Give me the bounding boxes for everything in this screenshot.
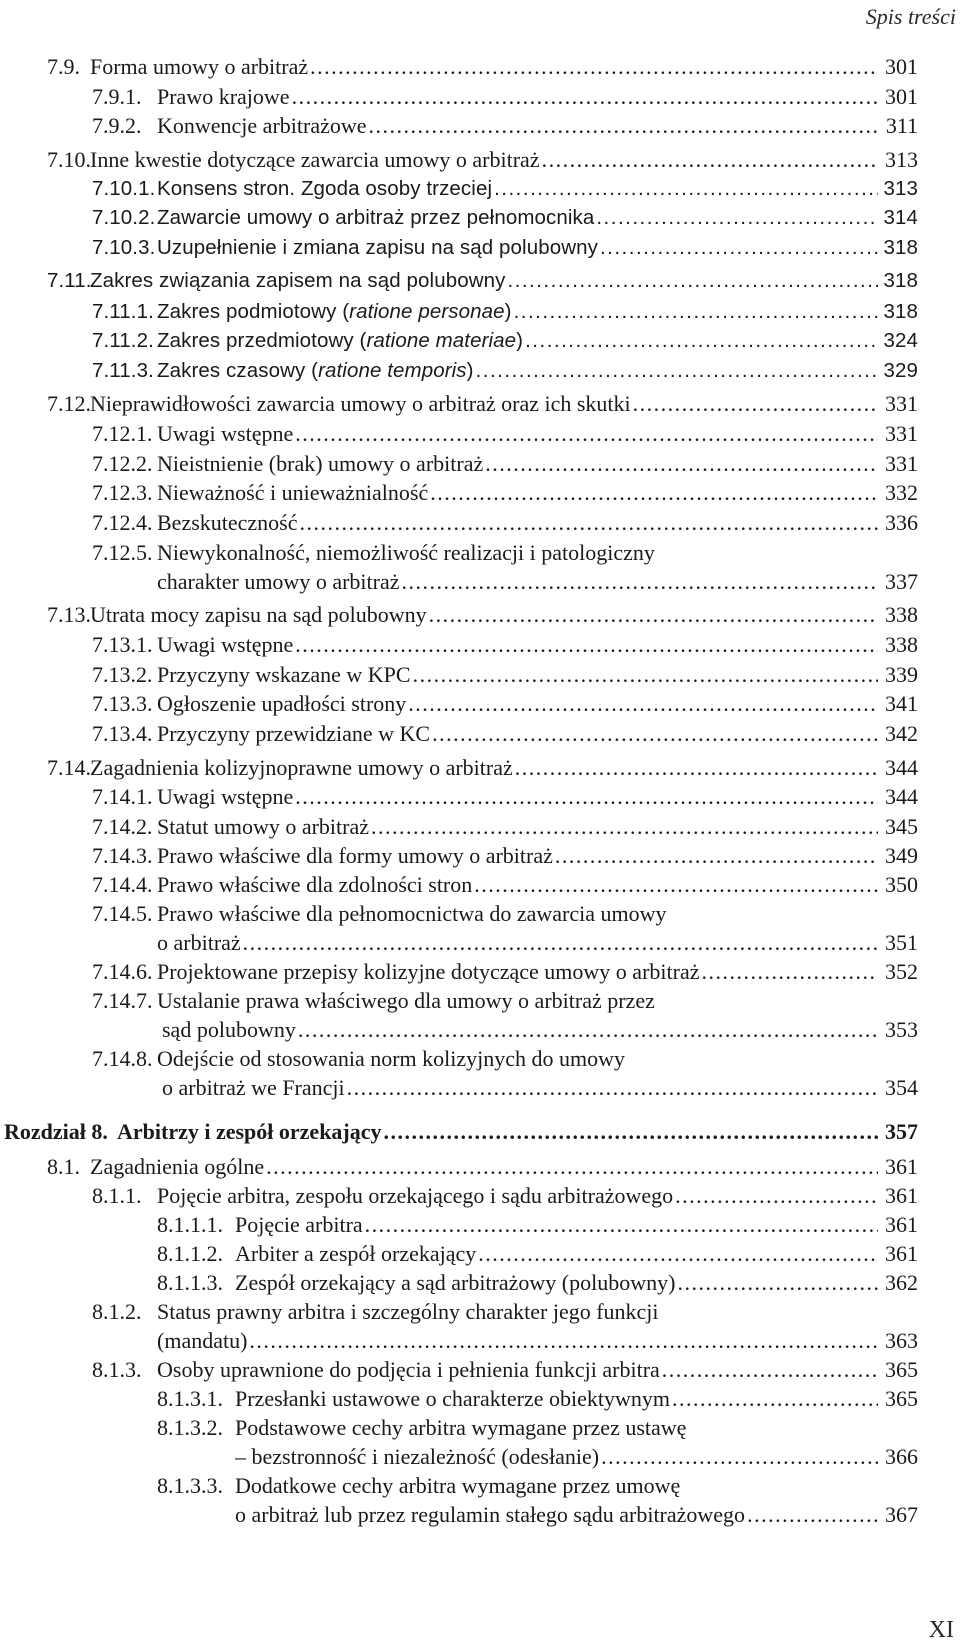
toc-entry	[0, 689, 960, 719]
toc-entry-title: Dodatkowe cechy arbitra wymagane przez umowę	[235, 1473, 681, 1498]
toc-entry-number: 7.14.8.	[92, 1046, 153, 1071]
toc-entry-title: (mandatu)	[157, 1328, 248, 1353]
toc-entry-title: Odejście od stosowania norm kolizyjnych do umowy	[157, 1046, 626, 1071]
page-number: XI	[928, 1617, 954, 1643]
toc-entry-number: 8.1.1.2.	[157, 1241, 223, 1266]
toc-entry-number: 7.14.6.	[92, 959, 153, 984]
toc-entry-number: 7.12.	[47, 391, 91, 416]
toc-entry-title: Osoby uprawnione do podjęcia i pełnienia funkcji arbitra	[157, 1357, 660, 1382]
toc-entry	[0, 233, 960, 263]
toc-entry-title: Niewykonalność, niemożliwość realizacji i patologiczny	[157, 540, 655, 565]
toc-entry-page: 318	[883, 269, 918, 292]
toc-entry-page: 318	[883, 300, 918, 323]
toc-entry	[0, 1471, 960, 1501]
toc-entry-title: Zakres związania zapisem na sąd polubowny	[90, 269, 506, 292]
toc-entry-number: 7.12.5.	[92, 540, 153, 565]
dot-leader	[673, 1181, 878, 1211]
toc-entry-number: 7.10.2.	[92, 206, 156, 229]
toc-entry-title: Utrata mocy zapisu na sąd polubowny	[90, 602, 427, 627]
running-head: Spis treści	[865, 4, 956, 29]
toc-entry	[0, 630, 960, 660]
toc-entry	[0, 1181, 960, 1211]
toc-entry-number: 7.10.1.	[92, 177, 156, 200]
toc-entry	[0, 899, 960, 929]
toc-entry-title: Arbitrzy i zespół orzekający	[117, 1119, 382, 1144]
toc-entry-number: 7.14.4.	[92, 872, 153, 897]
toc-entry-title: Projektowane przepisy kolizyjne dotyczące umowy o arbitraż	[157, 959, 700, 984]
dot-leader	[598, 233, 878, 263]
toc-entry-number: 7.13.1.	[92, 632, 153, 657]
toc-entry-number: 7.9.2.	[92, 113, 142, 138]
toc-entry-page: 353	[885, 1017, 918, 1042]
toc-entry-page: 329	[883, 359, 918, 382]
toc-entry	[0, 1210, 960, 1240]
toc-entry-page: 363	[885, 1328, 918, 1353]
toc-entry	[0, 1297, 960, 1327]
dot-leader	[293, 419, 878, 449]
toc-entry-page: 366	[885, 1444, 918, 1469]
toc-entry-page: 331	[885, 421, 918, 446]
toc-entry	[0, 753, 960, 783]
dot-leader	[492, 174, 878, 204]
toc-entry-page: 344	[885, 755, 918, 780]
toc-entry-number: 7.14.7.	[92, 988, 153, 1013]
toc-entry-title: charakter umowy o arbitraż	[157, 569, 400, 594]
toc-entry-title: Przesłanki ustawowe o charakterze obiektywnym	[235, 1386, 670, 1411]
toc-entry-number: 7.13.2.	[92, 662, 153, 687]
toc-entry-title: Konwencje arbitrażowe	[157, 113, 367, 138]
toc-entry	[0, 812, 960, 842]
toc-entry	[0, 1384, 960, 1414]
toc-entry-page: 332	[885, 480, 918, 505]
toc-entry	[0, 1268, 960, 1298]
toc-entry	[0, 1239, 960, 1269]
toc-entry-page: 351	[885, 930, 918, 955]
toc-entry	[0, 1152, 960, 1182]
dot-leader	[293, 782, 878, 812]
toc-entry	[0, 1044, 960, 1074]
toc-entry-page: 344	[885, 784, 918, 809]
dot-leader	[476, 1239, 878, 1269]
toc-entry-number: 7.9.	[47, 54, 80, 79]
toc-entry	[0, 145, 960, 175]
toc-entry	[0, 356, 960, 386]
toc-entry-continuation	[0, 1073, 960, 1103]
toc-entry-page: 337	[885, 569, 918, 594]
toc-entry-page: 318	[883, 236, 918, 259]
toc-entry-number: 7.14.1.	[92, 784, 153, 809]
dot-leader	[523, 326, 878, 356]
toc-entry-title: Nieprawidłowości zawarcia umowy o arbitraż oraz ich skutki	[90, 391, 631, 416]
dot-leader	[540, 145, 878, 175]
toc-entry-number: 7.14.	[47, 755, 91, 780]
toc-entry-title: – bezstronność i niezależność (odesłanie)	[235, 1444, 600, 1469]
toc-entry-number: Rozdział 8.	[4, 1119, 108, 1144]
toc-entry-number: 7.11.	[47, 269, 92, 292]
toc-entry	[0, 538, 960, 568]
toc-entry-title: Uwagi wstępne	[157, 632, 294, 657]
toc-entry-title: Pojęcie arbitra, zespołu orzekającego i sądu arbitrażowego	[157, 1183, 674, 1208]
toc-entry-title: o arbitraż lub przez regulamin stałego sądu arbitrażowego	[235, 1502, 746, 1527]
toc-entry-page: 352	[885, 959, 918, 984]
dot-leader	[411, 660, 878, 690]
toc-entry-number: 7.9.1.	[92, 84, 142, 109]
toc-entry-number: 7.14.3.	[92, 843, 153, 868]
toc-entry-title: Prawo właściwe dla formy umowy o arbitraż	[157, 843, 553, 868]
toc-entry-title: Ogłoszenie upadłości strony	[157, 691, 407, 716]
toc-entry-number: 8.1.3.	[92, 1357, 142, 1382]
toc-entry	[0, 266, 960, 296]
toc-entry-number: 7.13.3.	[92, 691, 153, 716]
toc-entry-number: 7.11.3.	[92, 359, 154, 382]
toc-entry-number: 8.1.2.	[92, 1299, 142, 1324]
dot-leader	[512, 297, 878, 327]
toc-entry	[0, 82, 960, 112]
toc-entry-page: 301	[885, 84, 918, 109]
toc-entry-title: Bezskuteczność	[157, 510, 298, 535]
dot-leader	[675, 1268, 878, 1298]
toc-entry-page: 365	[885, 1357, 918, 1382]
toc-entry	[0, 297, 960, 327]
toc-entry-page: 338	[885, 632, 918, 657]
toc-entry-number: 8.1.3.1.	[157, 1386, 223, 1411]
toc-entry	[0, 719, 960, 749]
dot-leader	[382, 1117, 878, 1147]
toc-entry-number: 8.1.3.2.	[157, 1415, 223, 1440]
toc-entry-page: 365	[885, 1386, 918, 1411]
toc-entry	[0, 1355, 960, 1385]
toc-entry-number: 8.1.	[47, 1154, 80, 1179]
dot-leader	[428, 478, 878, 508]
toc-entry	[0, 986, 960, 1016]
dot-leader	[599, 1442, 878, 1472]
toc-entry-title: Ustalanie prawa właściwego dla umowy o arbitraż przez	[157, 988, 655, 1013]
toc-entry-title: Przyczyny przewidziane w KC	[157, 721, 431, 746]
toc-entry-number: 7.11.2.	[92, 329, 154, 352]
dot-leader	[660, 1355, 878, 1385]
toc-entry-page: 331	[885, 391, 918, 416]
toc-entry-title: o arbitraż	[157, 930, 241, 955]
dot-leader	[264, 1152, 878, 1182]
dot-leader	[400, 567, 879, 597]
toc-entry-number: 7.12.1.	[92, 421, 153, 446]
toc-entry	[0, 1413, 960, 1443]
dot-leader	[594, 203, 878, 233]
toc-entry-number: 7.10.3.	[92, 236, 156, 259]
dot-leader	[296, 1015, 878, 1045]
dot-leader	[290, 82, 878, 112]
toc-entry-title: Zagadnienia ogólne	[90, 1154, 265, 1179]
toc-entry-page: 345	[885, 814, 918, 839]
toc-entry-continuation	[0, 567, 960, 597]
dot-leader	[631, 389, 878, 419]
dot-leader	[241, 928, 878, 958]
toc-entry-page: 313	[885, 147, 918, 172]
toc-entry-title: Zakres przedmiotowy (ratione materiae)	[157, 329, 524, 352]
dot-leader	[298, 508, 879, 538]
toc-entry-title: Status prawny arbitra i szczególny charakter jego funkcji	[157, 1299, 659, 1324]
toc-entry-title: Uwagi wstępne	[157, 784, 294, 809]
toc-entry-title: Nieważność i unieważnialność	[157, 480, 429, 505]
toc-entry-page: 301	[885, 54, 918, 79]
toc-entry-page: 314	[883, 206, 918, 229]
toc-entry-number: 7.10.	[47, 147, 91, 172]
toc-entry-page: 336	[885, 510, 918, 535]
toc-entry-title: Zakres czasowy (ratione temporis)	[157, 359, 474, 382]
toc-entry-title: Konsens stron. Zgoda osoby trzeciej	[157, 177, 493, 200]
toc-entry-page: 361	[885, 1212, 918, 1237]
toc-entry-number: 7.12.3.	[92, 480, 153, 505]
toc-entry-title: Zawarcie umowy o arbitraż przez pełnomocnika	[157, 206, 595, 229]
dot-leader	[345, 1073, 878, 1103]
dot-leader	[308, 52, 878, 82]
toc-entry	[0, 1117, 960, 1147]
toc-entry-page: 313	[883, 177, 918, 200]
toc-entry-page: 350	[885, 872, 918, 897]
dot-leader	[427, 600, 878, 630]
toc-entry-continuation	[0, 928, 960, 958]
toc-entry	[0, 174, 960, 204]
toc-entry-number: 7.13.4.	[92, 721, 153, 746]
toc-entry-number: 8.1.3.3.	[157, 1473, 223, 1498]
dot-leader	[699, 957, 878, 987]
toc-entry-page: 311	[885, 113, 918, 138]
toc-entry	[0, 508, 960, 538]
toc-entry-number: 8.1.1.3.	[157, 1270, 223, 1295]
toc-entry-title: Prawo krajowe	[157, 84, 290, 109]
toc-entry-title: Forma umowy o arbitraż	[90, 54, 309, 79]
toc-entry-title: Pojęcie arbitra	[235, 1212, 363, 1237]
toc-entry	[0, 389, 960, 419]
toc-entry-page: 349	[885, 843, 918, 868]
toc-entry-number: 8.1.1.1.	[157, 1212, 223, 1237]
toc-entry-number: 8.1.1.	[92, 1183, 142, 1208]
toc-entry-title: Arbiter a zespół orzekający	[235, 1241, 477, 1266]
toc-entry	[0, 52, 960, 82]
toc-entry-number: 7.14.2.	[92, 814, 153, 839]
toc-entry-number: 7.13.	[47, 602, 91, 627]
toc-entry-continuation	[0, 1442, 960, 1472]
toc-entry-title: Prawo właściwe dla zdolności stron	[157, 872, 473, 897]
dot-leader	[293, 630, 878, 660]
dot-leader	[430, 719, 878, 749]
dot-leader	[513, 753, 878, 783]
toc-entry-title: Zakres podmiotowy (ratione personae)	[157, 300, 512, 323]
toc-entry-number: 7.11.1.	[92, 300, 154, 323]
dot-leader	[367, 111, 878, 141]
toc-entry	[0, 841, 960, 871]
dot-leader	[472, 870, 878, 900]
toc-entry-title: Uzupełnienie i zmiana zapisu na sąd polubowny	[157, 236, 598, 259]
toc-entry-title: Nieistnienie (brak) umowy o arbitraż	[157, 451, 484, 476]
dot-leader	[553, 841, 878, 871]
toc-entry	[0, 449, 960, 479]
toc-entry	[0, 870, 960, 900]
toc-entry-page: 361	[885, 1241, 918, 1266]
toc-entry-number: 7.12.2.	[92, 451, 153, 476]
toc-entry	[0, 660, 960, 690]
toc-entry-page: 361	[885, 1183, 918, 1208]
dot-leader	[483, 449, 878, 479]
toc-entry-page: 362	[885, 1270, 918, 1295]
toc-entry-number: 7.12.4.	[92, 510, 153, 535]
toc-entry-continuation	[0, 1500, 960, 1530]
toc-entry-title: Zespół orzekający a sąd arbitrażowy (polubowny)	[235, 1270, 676, 1295]
dot-leader	[406, 689, 878, 719]
dot-leader	[369, 812, 878, 842]
toc-entry-title: o arbitraż we Francji	[162, 1075, 345, 1100]
dot-leader	[363, 1210, 878, 1240]
toc-entry	[0, 600, 960, 630]
toc-entry-title: Statut umowy o arbitraż	[157, 814, 370, 839]
toc-entry-continuation	[0, 1326, 960, 1356]
toc-entry	[0, 419, 960, 449]
toc-entry-continuation	[0, 1015, 960, 1045]
toc-entry-title: Zagadnienia kolizyjnoprawne umowy o arbitraż	[90, 755, 513, 780]
dot-leader	[505, 266, 878, 296]
toc-entry	[0, 478, 960, 508]
toc-entry-page: 331	[885, 451, 918, 476]
toc-entry	[0, 782, 960, 812]
dot-leader	[670, 1384, 878, 1414]
toc-entry-page: 357	[885, 1119, 918, 1144]
dot-leader	[745, 1500, 878, 1530]
toc-entry-page: 324	[883, 329, 918, 352]
toc-entry-page: 361	[885, 1154, 918, 1179]
toc-entry-title: Przyczyny wskazane w KPC	[157, 662, 411, 687]
toc-entry-number: 7.14.5.	[92, 901, 153, 926]
toc-entry-title: Uwagi wstępne	[157, 421, 294, 446]
toc-entry-page: 354	[885, 1075, 918, 1100]
toc-entry-title: Podstawowe cechy arbitra wymagane przez ustawę	[235, 1415, 687, 1440]
dot-leader	[247, 1326, 878, 1356]
toc-entry	[0, 957, 960, 987]
toc-entry-page: 338	[885, 602, 918, 627]
toc-entry	[0, 203, 960, 233]
toc-entry-page: 339	[885, 662, 918, 687]
toc-entry-title: Inne kwestie dotyczące zawarcia umowy o arbitraż	[90, 147, 540, 172]
toc-entry	[0, 326, 960, 356]
toc-entry-title: sąd polubowny	[162, 1017, 296, 1042]
toc-entry-page: 341	[885, 691, 918, 716]
dot-leader	[474, 356, 878, 386]
toc-entry	[0, 111, 960, 141]
toc-entry-page: 342	[885, 721, 918, 746]
toc-entry-title: Prawo właściwe dla pełnomocnictwa do zawarcia umowy	[157, 901, 667, 926]
toc-entry-page: 367	[885, 1502, 918, 1527]
